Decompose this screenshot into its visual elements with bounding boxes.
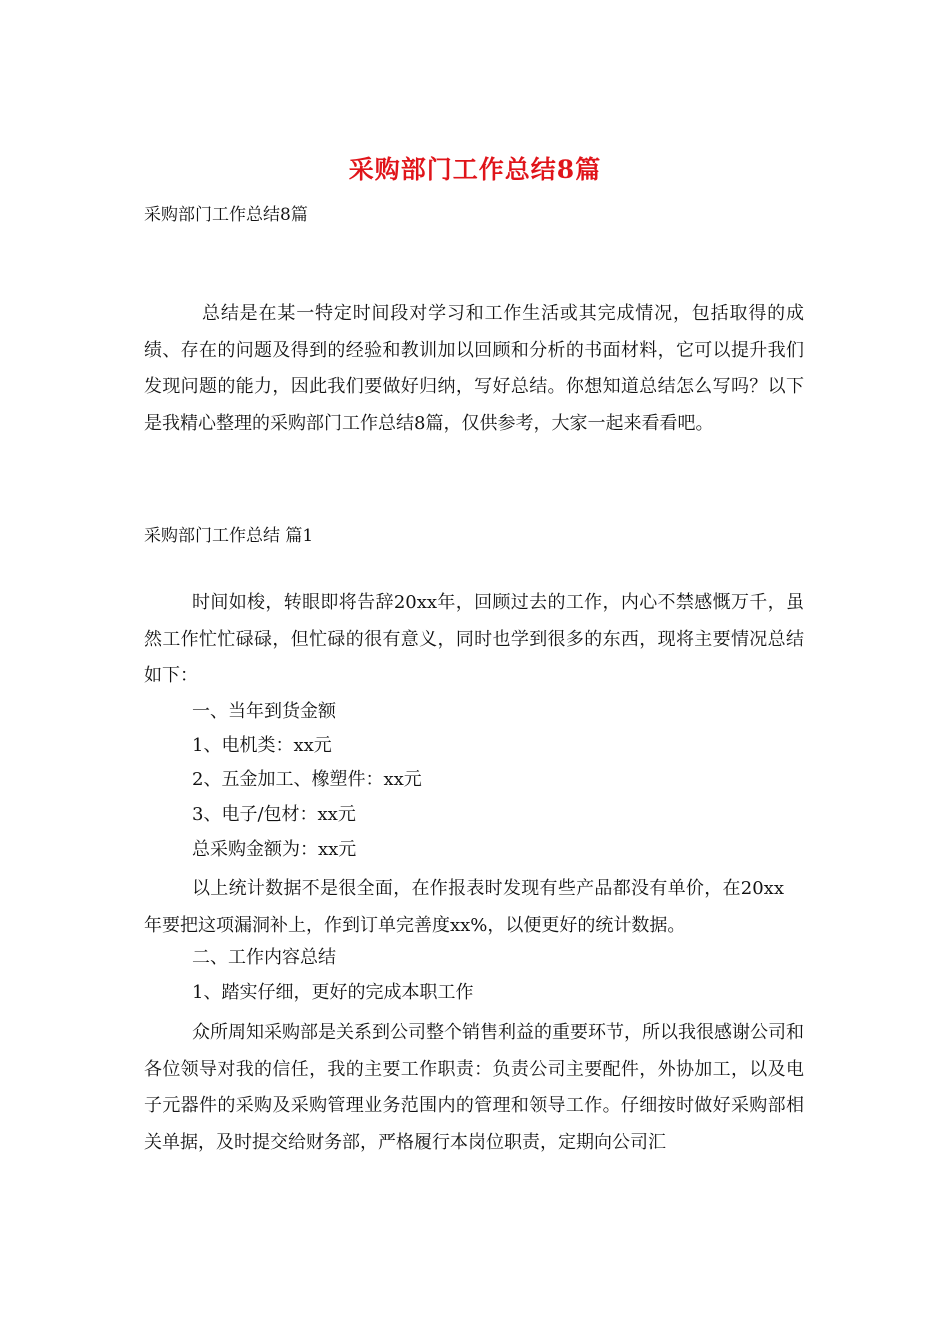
duties-paragraph: 众所周知采购部是关系到公司整个销售利益的重要环节，所以我很感谢公司和各位领导对我的信任，我的主要工作职责：负责公司主要配件，外协加工，以及电子元器件的采购及采购管理业务范围内的管理和领导工作。仔细按时做好采购部相关单据，及时提交给财务部，严格履行本岗位职责，定期向公司汇 [144,1022,804,1153]
list-item: 1、踏实仔细，更好的完成本职工作 [192,982,474,1003]
list-item: 1、电机类：xx元 [192,735,332,756]
list-item: 3、电子/包材：xx元 [192,804,356,825]
document-title: 采购部门工作总结8篇 [348,155,602,184]
document-subtitle: 采购部门工作总结8篇 [144,205,308,225]
heading-delivery-amount: 一、当年到货金额 [192,701,336,722]
heading-work-summary: 二、工作内容总结 [192,947,336,968]
opening-paragraph: 时间如梭，转眼即将告辞20xx年，回顾过去的工作，内心不禁感慨万千，虽然工作忙忙碌碌，但忙碌的很有意义，同时也学到很多的东西，现将主要情况总结如下： [144,592,804,686]
section-heading: 采购部门工作总结 篇1 [144,526,314,546]
list-item: 2、五金加工、橡塑件：xx元 [192,769,422,790]
intro-paragraph: 总结是在某一特定时间段对学习和工作生活或其完成情况，包括取得的成绩、存在的问题及得到的经验和教训加以回顾和分析的书面材料，它可以提升我们发现问题的能力，因此我们要做好归纳，写好总结。你想知道总结怎么写吗？以下是我精心整理的采购部门工作总结8篇，仅供参考，大家一起来看看吧。 [144,303,804,434]
statistics-paragraph: 以上统计数据不是很全面，在作报表时发现有些产品都没有单价，在20xx年要把这项漏洞补上，作到订单完善度xx%，以便更好的统计数据。 [144,878,784,936]
total-amount: 总采购金额为：xx元 [192,839,357,860]
